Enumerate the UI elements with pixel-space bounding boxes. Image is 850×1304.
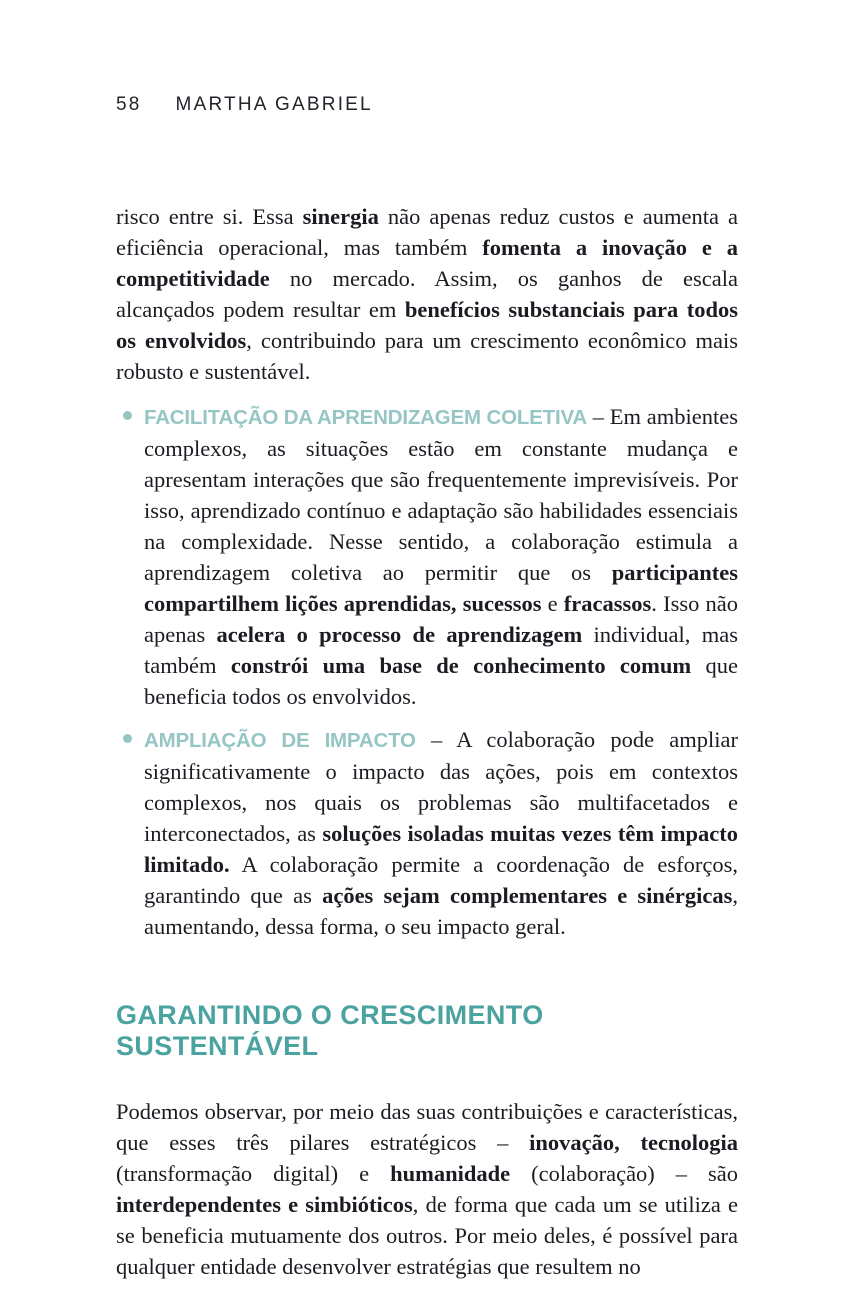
bullet-icon <box>123 411 132 420</box>
author-name: MARTHA GABRIEL <box>175 94 373 115</box>
term-label: FACILITAÇÃO DA APRENDIZAGEM COLETIVA <box>144 406 588 429</box>
text-segment: (transformação digital) e <box>116 1161 391 1186</box>
text-segment-bold: fomenta a inovação e a competitividade <box>116 235 738 291</box>
text-segment: (colaboração) – são <box>510 1161 738 1186</box>
list-item-facilitacao-aprendizagem <box>116 401 738 712</box>
text-segment-bold: participantes compartilhem lições aprendidas, sucessos <box>144 560 738 616</box>
term-label: AMPLIAÇÃO DE IMPACTO <box>144 729 416 752</box>
text-segment: não apenas reduz custos e aumenta a eficiência operacional, mas também <box>116 204 738 260</box>
text-segment: e <box>541 591 564 616</box>
paragraph-synergy <box>116 201 738 387</box>
text-segment: risco entre si. Essa <box>116 204 303 229</box>
bullet-icon <box>123 734 132 743</box>
text-segment-bold: sinergia <box>302 204 379 229</box>
text-segment-bold: inovação, tecnologia <box>529 1130 738 1155</box>
page-header <box>116 94 373 116</box>
text-segment: – A colaboração pode ampliar significativamente o impacto das ações, pois em contextos complexos, nos quais os problemas são multifacetados e interconectados, as <box>144 727 738 846</box>
text-segment: – Em ambientes complexos, as situações estão em constante mudança e apresentam interações que são frequentemente imprevisíveis. Por isso, aprendizado contínuo e adaptação são habilidades essenciais na complexidade. Nesse sentido, a colaboração estimula a aprendizagem coletiva ao permitir que os <box>144 404 738 585</box>
text-segment: , aumentando, dessa forma, o seu impacto geral. <box>144 883 738 939</box>
text-segment: que beneficia todos os envolvidos. <box>144 653 738 709</box>
text-segment-bold: interdependentes e simbióticos <box>116 1192 413 1217</box>
text-segment: individual, mas também <box>144 622 738 678</box>
text-segment-bold: constrói uma base de conhecimento comum <box>230 653 692 678</box>
bullet-body <box>144 727 738 939</box>
text-segment-bold: humanidade <box>390 1161 511 1186</box>
text-segment: , contribuindo para um crescimento econômico mais robusto e sustentável. <box>116 328 739 384</box>
text-segment: no mercado. Assim, os ganhos de escala alcançados podem resultar em <box>116 266 738 322</box>
bullet-list <box>116 401 738 942</box>
text-segment-bold: soluções isoladas muitas vezes têm impacto limitado. <box>144 821 738 877</box>
list-item-ampliacao-impacto <box>116 724 738 942</box>
text-segment-bold: fracassos <box>563 591 652 616</box>
text-segment: , de forma que cada um se utiliza e se beneficia mutuamente dos outros. Por meio deles, é possível para qualquer entidade desenvolver estratégias que resultem no <box>116 1192 738 1279</box>
paragraph-closing <box>116 1096 738 1282</box>
page-number: 58 <box>116 94 142 115</box>
text-segment: Podemos observar, por meio das suas contribuições e características, que esses três pilares estratégicos – <box>116 1099 738 1155</box>
section-heading: GARANTINDO O CRESCIMENTO SUSTENTÁVEL <box>116 1000 544 1061</box>
text-segment-bold: benefícios substanciais para todos os envolvidos <box>116 297 738 353</box>
text-segment: . Isso não apenas <box>144 591 738 647</box>
text-segment: A colaboração permite a coordenação de esforços, garantindo que as <box>144 852 738 908</box>
text-segment-bold: ações sejam complementares e sinérgicas <box>322 883 733 908</box>
page-body <box>116 201 738 1282</box>
bullet-body <box>144 404 738 709</box>
text-segment-bold: acelera o processo de aprendizagem <box>216 622 583 647</box>
